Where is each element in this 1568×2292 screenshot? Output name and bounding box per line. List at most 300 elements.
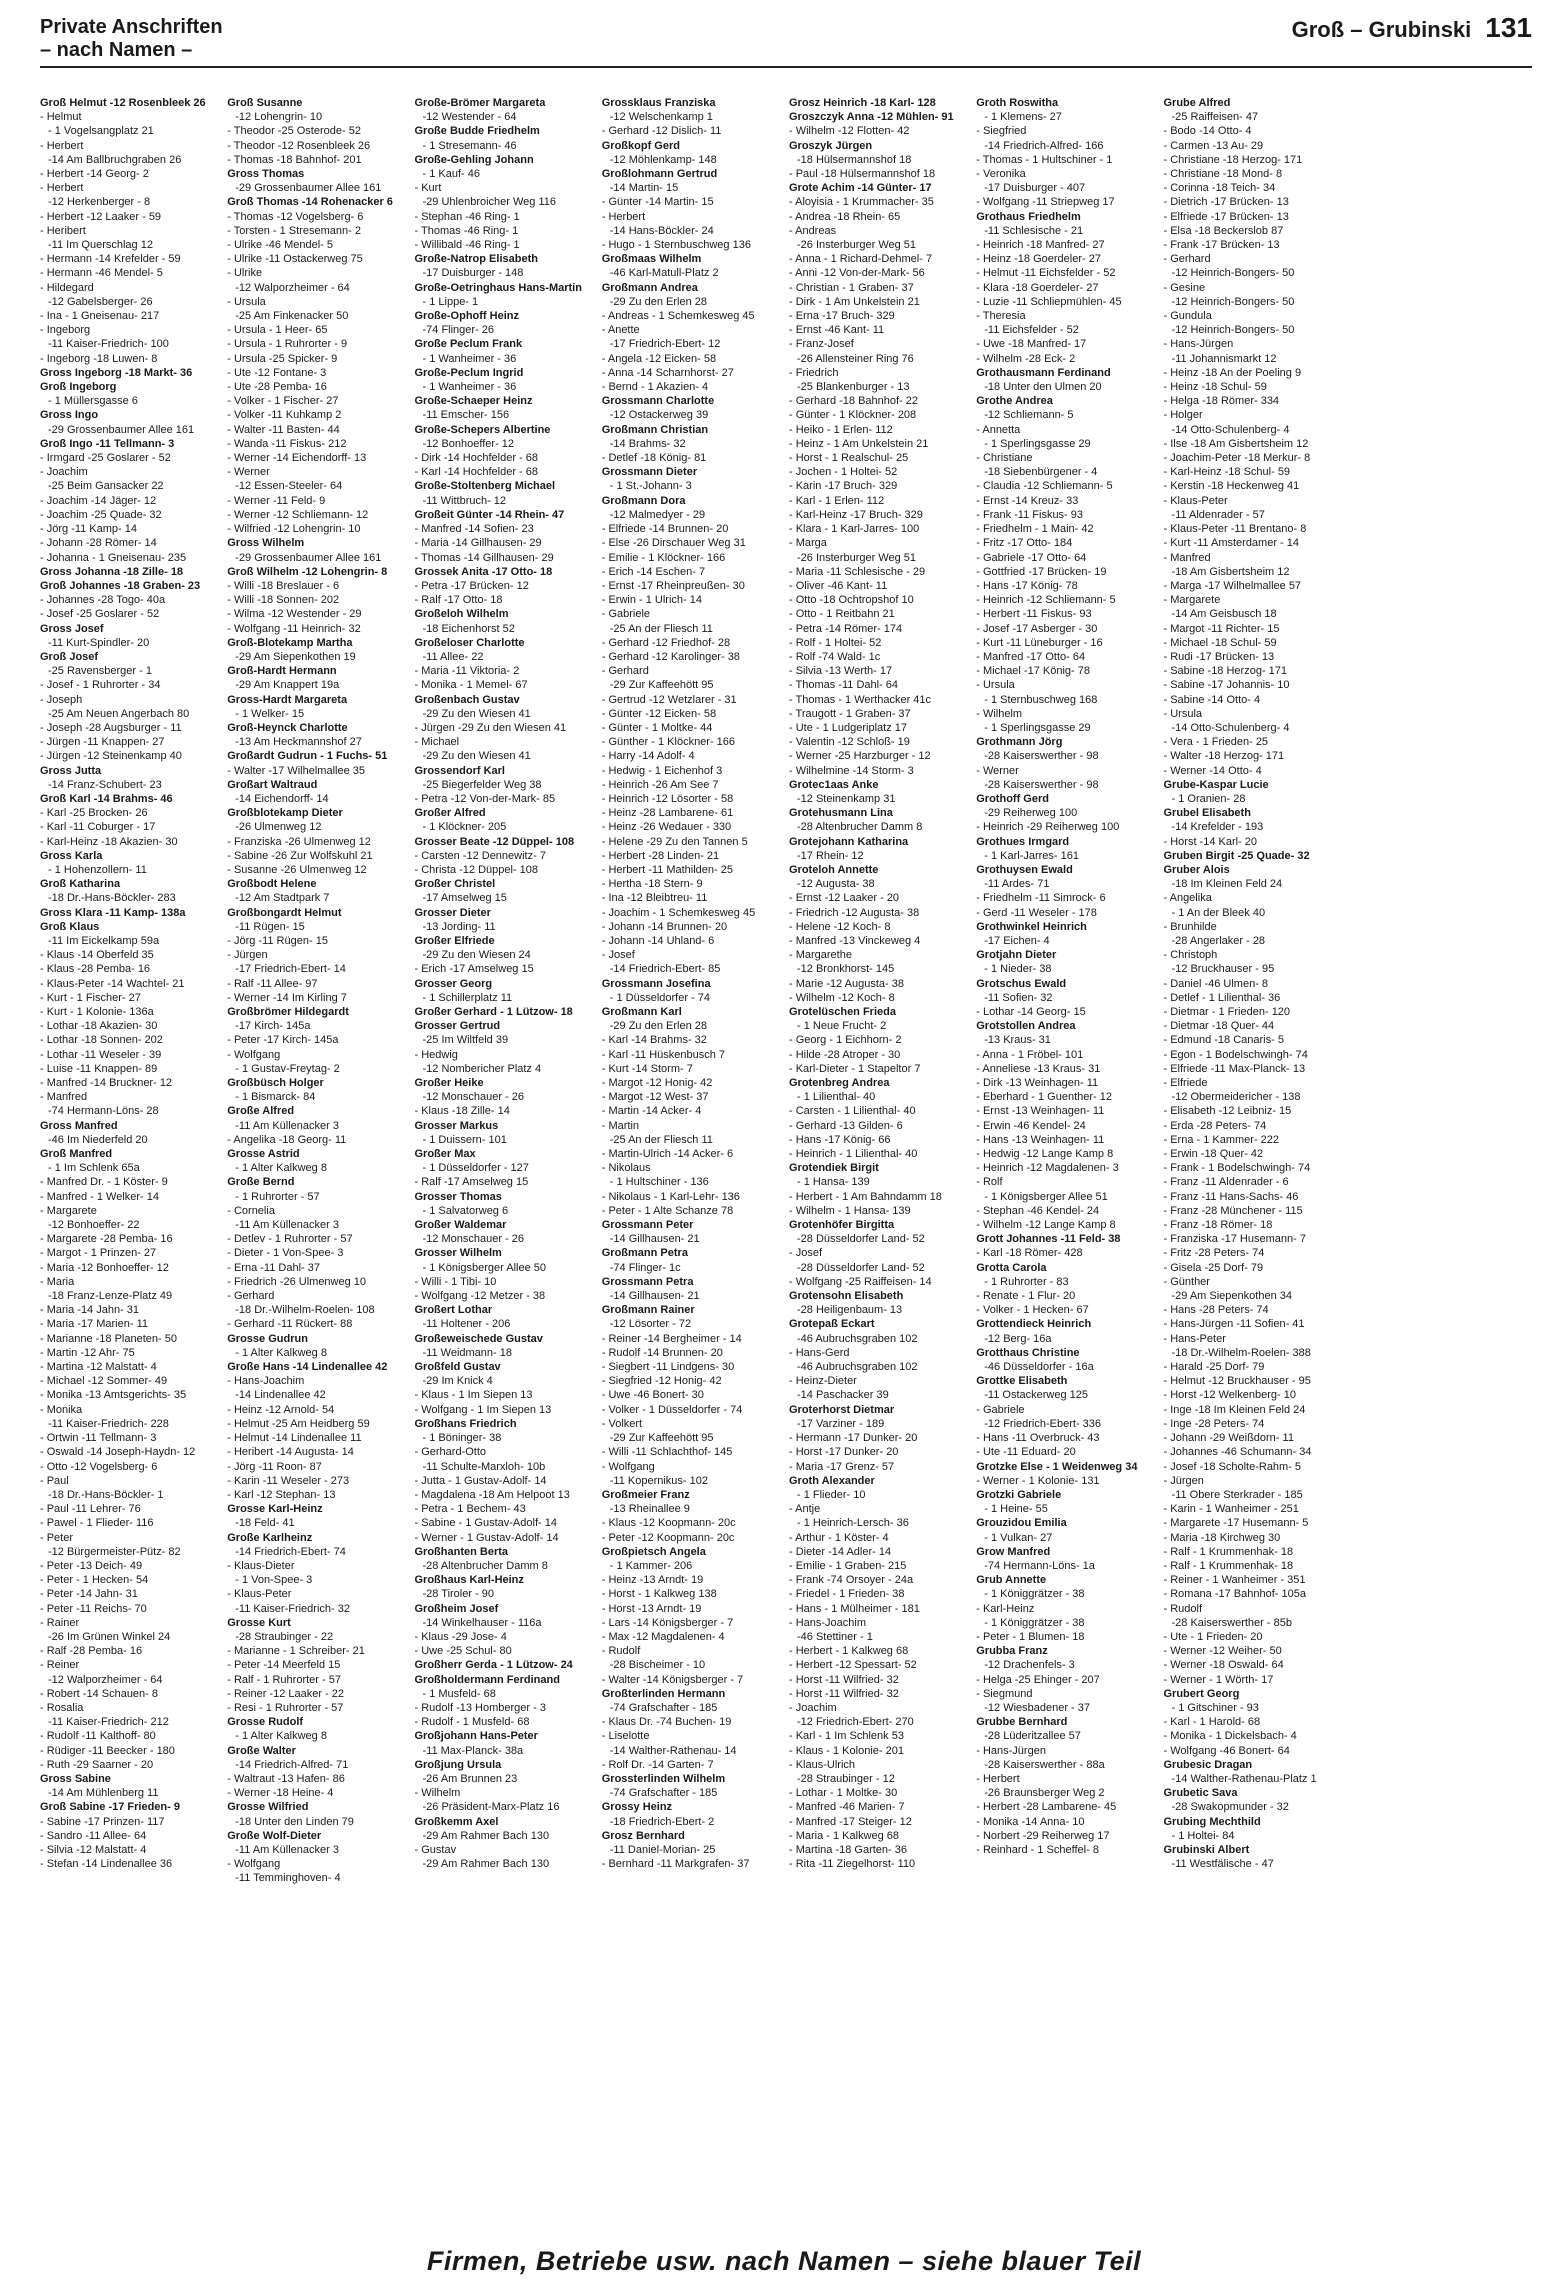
listing-line: - 1 Wanheimer - 36 — [422, 352, 517, 365]
surname-entry: Grotendiek Birgit — [789, 1162, 879, 1175]
surname-entry: Großart Waltraud — [227, 778, 318, 791]
surname-entry: Großheim Josef — [414, 1602, 499, 1615]
listing-line: - Thomas -11 Dahl- 64 — [789, 679, 899, 692]
surname-entry: Grothuysen Ewald — [976, 863, 1073, 876]
surname-entry: Gross-Hardt Margareta — [227, 693, 348, 706]
listing-line: - Christian - 1 Graben- 37 — [789, 281, 914, 294]
surname-entry: Großlohmann Gertrud — [601, 168, 718, 181]
listing-line: -18 Unter den Linden 79 — [235, 1815, 354, 1828]
listing-line: - Maria — [40, 1275, 75, 1288]
listing-line: - Carsten - 1 Lilienthal- 40 — [789, 1105, 916, 1118]
listing-line: - Rudolf - 1 Musfeld- 68 — [414, 1716, 530, 1729]
listing-line: -18 Im Kleinen Feld 24 — [1171, 878, 1283, 891]
listing-line: - Anna - 1 Richard-Dehmel- 7 — [789, 253, 933, 266]
listing-line: - Maria -17 Grenz- 57 — [789, 1460, 895, 1473]
listing-line: - Silvia -13 Werth- 17 — [789, 665, 893, 678]
listing-line: - Wolfgang - 1 Im Siepen 13 — [414, 1403, 552, 1416]
listing-line: - 1 Königgrätzer - 38 — [984, 1616, 1085, 1629]
listing-line: - Franz -11 Hans-Sachs- 46 — [1163, 1190, 1299, 1203]
listing-line: -29 Grossenbaumer Allee 161 — [48, 423, 195, 436]
listing-line: - Norbert -29 Reiherweg 17 — [976, 1829, 1110, 1842]
listing-line: -12 Bürgermeister-Pütz- 82 — [48, 1545, 181, 1558]
listing-line: -28 Düsseldorfer Land- 52 — [797, 1261, 925, 1274]
listing-line: - Sabine - 1 Gustav-Adolf- 14 — [414, 1517, 557, 1530]
listing-line: - Ulrike — [227, 267, 263, 280]
listing-line: - 1 Düsseldorfer - 127 — [422, 1162, 529, 1175]
listing-line: - Ursula - 1 Heer- 65 — [227, 324, 328, 337]
surname-entry: Grotta Carola — [976, 1261, 1047, 1274]
listing-line: - Michael -17 König- 78 — [976, 665, 1090, 678]
listing-line: -18 Dr.-Hans-Böckler- 1 — [48, 1488, 164, 1501]
listing-line: - Herbert — [40, 139, 84, 152]
surname-entry: Grow Manfred — [976, 1545, 1051, 1558]
listing-line: - Ursula - 1 Ruhrorter - 9 — [227, 338, 348, 351]
listing-line: - Josef - 1 Ruhrorter - 34 — [40, 679, 161, 692]
listing-line: - Johannes -46 Schumann- 34 — [1163, 1446, 1312, 1459]
listing-line: - Thomas -12 Vogelsberg- 6 — [227, 210, 364, 223]
listing-line: - Erna - 1 Kammer- 222 — [1163, 1133, 1280, 1146]
surname-entry: Große-Gehling Johann — [414, 153, 534, 166]
listing-line: - 1 Königgrätzer - 38 — [984, 1588, 1085, 1601]
listing-line: - Friedrich — [789, 366, 839, 379]
listing-line: - Willi - 1 Tibi- 10 — [414, 1275, 497, 1288]
listing-line: - Manfred -46 Marien- 7 — [789, 1801, 905, 1814]
listing-line: -74 Hermann-Löns- 1a — [984, 1559, 1095, 1572]
listing-line: -18 Siebenbürgener - 4 — [984, 466, 1098, 479]
surname-entry: Großholdermann Ferdinand — [414, 1673, 560, 1686]
listing-line: -29 Zur Kaffeehött 95 — [609, 679, 714, 692]
listing-line: - Martina -18 Garten- 36 — [789, 1843, 907, 1856]
listing-line: - Marga — [789, 537, 827, 550]
listing-line: - Martina -12 Malstatt- 4 — [40, 1361, 157, 1374]
listing-line: - Günter - 1 Klöckner- 208 — [789, 409, 917, 422]
surname-entry: Grotstollen Andrea — [976, 1020, 1076, 1033]
listing-line: - Peter -11 Reichs- 70 — [40, 1602, 147, 1615]
listing-line: - Gerhard-Otto — [414, 1446, 487, 1459]
listing-line: -12 Walporzheimer - 64 — [48, 1673, 163, 1686]
directory-column-6 — [976, 96, 1157, 2236]
listing-line: - Herbert -12 Spessart- 52 — [789, 1659, 917, 1672]
listing-line: - 1 Duissern- 101 — [422, 1133, 507, 1146]
listing-line: - Erwin -46 Kendel- 24 — [976, 1119, 1086, 1132]
listing-line: - Wilhelm - 1 Hansa- 139 — [789, 1204, 911, 1217]
listing-line: - Heinrich -12 Schliemann- 5 — [976, 594, 1116, 607]
listing-line: - Kurt - 1 Fischer- 27 — [40, 991, 141, 1004]
surname-entry: Großhans Friedrich — [414, 1417, 517, 1430]
listing-line: - Helmut -25 Am Heidberg 59 — [227, 1417, 370, 1430]
surname-entry: Grotzki Gabriele — [976, 1488, 1062, 1501]
listing-line: -11 Kaiser-Friedrich- 228 — [48, 1417, 169, 1430]
listing-line: - Jürgen — [1163, 1474, 1204, 1487]
surname-entry: Große-Brömer Margareta — [414, 97, 546, 109]
listing-line: - Johann -28 Römer- 14 — [40, 537, 157, 550]
listing-line: -11 Eichsfelder - 52 — [984, 324, 1079, 337]
listing-line: - Werner -14 Otto- 4 — [1163, 764, 1262, 777]
listing-line: -12 Am Stadtpark 7 — [235, 892, 330, 905]
listing-line: -29 Zur Kaffeehött 95 — [609, 1432, 714, 1445]
surname-entry: Großkopf Gerd — [601, 139, 680, 152]
listing-line: -12 Augusta- 38 — [797, 878, 875, 891]
listing-line: - Theodor -25 Osterode- 52 — [227, 125, 361, 138]
listing-line: - Hermann -46 Mendel- 5 — [40, 267, 163, 280]
listing-line: - Thomas -14 Gillhausen- 29 — [414, 551, 554, 564]
listing-line: - Ina - 1 Gneisenau- 217 — [40, 310, 160, 323]
listing-line: -29 Am Knappert 19a — [235, 679, 340, 692]
listing-line: - Karl -12 Stephan- 13 — [227, 1488, 336, 1501]
surname-entry: Grothausmann Ferdinand — [976, 366, 1111, 379]
surname-entry: Große-Ophoff Heinz — [414, 310, 519, 323]
surname-entry: Große Alfred — [227, 1105, 295, 1118]
listing-line: -12 Steinenkamp 31 — [797, 792, 896, 805]
listing-line: - Jörg -11 Roon- 87 — [227, 1460, 322, 1473]
surname-entry: Großert Lothar — [414, 1304, 493, 1317]
surname-entry: Gross Jutta — [40, 764, 102, 777]
listing-line: - Ralf -11 Allee- 97 — [227, 977, 318, 990]
surname-entry: Grothaus Friedhelm — [976, 210, 1081, 223]
listing-line: - Ute - 1 Frieden- 20 — [1163, 1630, 1263, 1643]
listing-line: - Karl-Heinz — [976, 1602, 1035, 1615]
surname-entry: Großenbach Gustav — [414, 693, 520, 706]
directory-column-7 — [1164, 96, 1345, 2236]
listing-line: - Arthur - 1 Köster- 4 — [789, 1531, 889, 1544]
listing-line: - Detlef -18 König- 81 — [601, 452, 707, 465]
listing-line: - Horst - 1 Realschul- 25 — [789, 452, 909, 465]
directory-columns — [40, 96, 1532, 2236]
listing-line: -29 Reiherweg 100 — [984, 807, 1078, 820]
listing-line: - Martin -14 Acker- 4 — [601, 1105, 702, 1118]
surname-entry: Groß Klaus — [40, 920, 100, 933]
listing-line: - Hans-Jürgen — [1163, 338, 1234, 351]
listing-line: - 1 Vogelsangplatz 21 — [48, 125, 154, 138]
surname-entry: Große-Peclum Ingrid — [414, 366, 524, 379]
listing-line: -18 Am Gisbertsheim 12 — [1171, 565, 1290, 578]
listing-line: -46 Aubruchsgraben 102 — [797, 1332, 918, 1345]
listing-line: - Hertha -18 Stern- 9 — [601, 878, 703, 891]
listing-line: -11 Obere Sterkrader - 185 — [1171, 1488, 1303, 1501]
listing-line: - Peter - 1 Alte Schanze 78 — [601, 1204, 734, 1217]
listing-line: - 1 Ruhrorter - 57 — [235, 1190, 320, 1203]
listing-line: - Monika -14 Anna- 10 — [976, 1815, 1085, 1828]
surname-entry: Grothmann Jörg — [976, 736, 1063, 749]
listing-line: - Hans -17 König- 78 — [976, 579, 1078, 592]
listing-line: - Inge -18 Im Kleinen Feld 24 — [1163, 1403, 1306, 1416]
listing-line: - Friedhelm -11 Simrock- 6 — [976, 892, 1106, 905]
listing-line: - Peter - 1 Blumen- 18 — [976, 1630, 1085, 1643]
listing-line: -12 Lohengrin- 10 — [235, 111, 323, 124]
listing-line: - Manfred -13 Vinckeweg 4 — [789, 934, 921, 947]
listing-line: - Horst -17 Dunker- 20 — [789, 1446, 899, 1459]
surname-entry: Grosser Markus — [414, 1119, 499, 1132]
surname-entry: Großer Alfred — [414, 807, 486, 820]
listing-line: - Klaus - 1 Kolonie- 201 — [789, 1744, 904, 1757]
surname-entry: Große Budde Friedhelm — [414, 125, 540, 138]
listing-line: - 1 Neue Frucht- 2 — [797, 1020, 887, 1033]
listing-line: - Wolfgang — [601, 1460, 655, 1473]
surname-entry: Große Karlheinz — [227, 1531, 313, 1544]
listing-line: - Ursula — [1163, 707, 1203, 720]
surname-entry: Grosz Heinrich -18 Karl- 128 — [789, 97, 936, 109]
listing-line: - 1 Müllersgasse 6 — [48, 395, 138, 408]
surname-entry: Großterlinden Hermann — [601, 1687, 726, 1700]
surname-entry: Grothwinkel Heinrich — [976, 920, 1087, 933]
listing-line: - 1 Von-Spee- 3 — [235, 1574, 313, 1587]
listing-line: - Wilhelm — [976, 707, 1023, 720]
listing-line: - Reiner — [40, 1659, 80, 1672]
listing-line: - Elfriede — [1163, 1077, 1208, 1090]
surname-entry: Große Wolf-Dieter — [227, 1829, 322, 1842]
surname-entry: Großhanten Berta — [414, 1545, 509, 1558]
listing-line: - Joachim -25 Quade- 32 — [40, 508, 162, 521]
surname-entry: Gross Klara -11 Kamp- 138a — [40, 906, 186, 919]
listing-line: - Franz-Josef — [789, 338, 854, 351]
surname-entry: Große-Schepers Albertine — [414, 423, 551, 436]
listing-line: -18 Franz-Lenze-Platz 49 — [48, 1290, 173, 1303]
listing-line: - Rüdiger -11 Beecker - 180 — [40, 1744, 175, 1757]
listing-line: - Frank - 1 Bodelschwingh- 74 — [1163, 1162, 1311, 1175]
listing-line: - Dietrich -17 Brücken- 13 — [1163, 196, 1289, 209]
surname-entry: Großmaas Wilhelm — [601, 253, 702, 266]
listing-line: - Ernst -46 Kant- 11 — [789, 324, 885, 337]
listing-line: -25 Biegerfelder Weg 38 — [422, 778, 542, 791]
listing-line: - Petra -14 Römer- 174 — [789, 622, 903, 635]
listing-line: - Manfred - 1 Welker- 14 — [40, 1190, 160, 1203]
surname-entry: Großer Max — [414, 1148, 476, 1161]
surname-entry: Grothues Irmgard — [976, 835, 1070, 848]
listing-line: - Fritz -28 Peters- 74 — [1163, 1247, 1265, 1260]
listing-line: - Magdalena -18 Am Helpoot 13 — [414, 1488, 570, 1501]
listing-line: - Stefan -14 Lindenallee 36 — [40, 1858, 173, 1871]
listing-line: - Günter - 1 Moltke- 44 — [601, 721, 713, 734]
listing-line: - Horst - 1 Kalkweg 138 — [601, 1588, 717, 1601]
listing-line: - Monika - 1 Memel- 67 — [414, 679, 528, 692]
listing-line: - Ute -11 Eduard- 20 — [976, 1446, 1076, 1459]
section-title-line1: Private Anschriften — [40, 16, 223, 38]
listing-line: - Herbert - 1 Kalkweg 68 — [789, 1645, 909, 1658]
listing-line: - Ernst -14 Kreuz- 33 — [976, 494, 1079, 507]
listing-line: - Manfred -17 Steiger- 12 — [789, 1815, 912, 1828]
listing-line: -18 Hülsermannshof 18 — [797, 153, 912, 166]
listing-line: - Elisabeth -12 Leibniz- 15 — [1163, 1105, 1292, 1118]
listing-line: - Klaus -28 Pemba- 16 — [40, 963, 151, 976]
listing-line: -28 Angerlaker - 28 — [1171, 934, 1266, 947]
listing-line: - Rudolf -13 Homberger - 3 — [414, 1701, 546, 1714]
listing-line: -12 Heinrich-Bongers- 50 — [1171, 324, 1295, 337]
listing-line: -14 Friedrich-Alfred- 71 — [235, 1758, 349, 1771]
listing-line: - Margarete -28 Pemba- 16 — [40, 1233, 173, 1246]
listing-line: -11 Allee- 22 — [422, 650, 484, 663]
listing-line: - Paul -18 Hülsermannshof 18 — [789, 168, 936, 181]
listing-line: - Gerhard -12 Karolinger- 38 — [601, 650, 740, 663]
listing-line: -11 Aldenrader - 57 — [1171, 508, 1265, 521]
listing-line: - Carsten -12 Dennewitz- 7 — [414, 849, 546, 862]
listing-line: - Ute - 1 Ludgeriplatz 17 — [789, 721, 908, 734]
listing-line: - Maria -11 Schlesische - 29 — [789, 565, 926, 578]
listing-line: - Klaus-Peter -11 Brentano- 8 — [1163, 523, 1307, 536]
surname-entry: Großmann Christian — [601, 423, 709, 436]
listing-line: - Antje — [789, 1503, 821, 1516]
listing-line: -74 Grafschafter - 185 — [609, 1701, 718, 1714]
listing-line: - Manfred — [1163, 551, 1211, 564]
listing-line: - Pawel - 1 Flieder- 116 — [40, 1517, 154, 1530]
listing-line: - Ina -12 Bleibtreu- 11 — [601, 892, 708, 905]
surname-entry: Großmann Rainer — [601, 1304, 695, 1317]
listing-line: - Joseph -28 Augsburger - 11 — [40, 721, 182, 734]
listing-line: - Hedwig -12 Lange Kamp 8 — [976, 1148, 1114, 1161]
surname-entry: Gross Ingeborg -18 Markt- 36 — [40, 366, 193, 379]
surname-entry: Große-Oetringhaus Hans-Martin — [414, 281, 582, 294]
listing-line: - Herbert -14 Georg- 2 — [40, 168, 149, 181]
listing-line: -26 Insterburger Weg 51 — [797, 239, 917, 252]
listing-line: -12 Monschauer - 26 — [422, 1233, 524, 1246]
listing-line: - Wilhelm — [414, 1787, 461, 1800]
listing-line: - 1 Hansa- 139 — [797, 1176, 870, 1189]
listing-line: - Nikolaus — [601, 1162, 651, 1175]
listing-line: -14 Friedrich-Ebert- 85 — [609, 963, 721, 976]
listing-line: - 1 Holtei- 84 — [1171, 1829, 1235, 1842]
listing-line: - Valentin -12 Schloß- 19 — [789, 736, 910, 749]
listing-line: - Helene -29 Zu den Tannen 5 — [601, 835, 748, 848]
listing-line: - Erna -11 Dahl- 37 — [227, 1261, 320, 1274]
listing-line: - 1 Kauf- 46 — [422, 168, 480, 181]
page-header-right — [1292, 12, 1532, 44]
surname-entry: Groß Johannes -18 Graben- 23 — [40, 579, 201, 592]
listing-line: - Herbert -28 Linden- 21 — [601, 849, 720, 862]
listing-line: - Wolfgang — [227, 1048, 281, 1061]
listing-line: - Siegbert -11 Lindgens- 30 — [601, 1361, 735, 1374]
listing-line: -46 Im Niederfeld 20 — [48, 1133, 148, 1146]
listing-line: - Karl - 1 Im Schlenk 53 — [789, 1730, 904, 1743]
listing-line: - Erda -28 Peters- 74 — [1163, 1119, 1267, 1132]
listing-line: -18 Friedrich-Ebert- 2 — [609, 1815, 715, 1828]
listing-line: - Günther - 1 Klöckner- 166 — [601, 736, 736, 749]
surname-entry: Grottendieck Heinrich — [976, 1318, 1092, 1331]
listing-line: - Wolfgang -12 Metzer - 38 — [414, 1290, 546, 1303]
listing-line: - Otto - 1 Reitbahn 21 — [789, 608, 895, 621]
listing-line: - Petra - 1 Bechem- 43 — [414, 1503, 526, 1516]
listing-line: -29 Am Rahmer Bach 130 — [422, 1858, 550, 1871]
surname-entry: Grosse Kurt — [227, 1616, 291, 1629]
listing-line: - Kurt — [414, 182, 442, 195]
listing-line: - Friedhelm - 1 Main- 42 — [976, 523, 1094, 536]
listing-line: -11 Kaiser-Friedrich- 32 — [235, 1602, 350, 1615]
listing-line: - Frank -74 Orsoyer - 24a — [789, 1574, 914, 1587]
surname-entry: Großardt Gudrun - 1 Fuchs- 51 — [227, 750, 388, 763]
listing-line: - Heinz-Dieter — [789, 1375, 857, 1388]
listing-line: - Herbert -11 Mathilden- 25 — [601, 863, 733, 876]
listing-line: - Martin-Ulrich -14 Acker- 6 — [601, 1148, 734, 1161]
listing-line: - Klaus-Peter — [227, 1588, 292, 1601]
listing-line: - Jörg -11 Kamp- 14 — [40, 523, 138, 536]
listing-line: - 1 Alter Kalkweg 8 — [235, 1162, 327, 1175]
listing-line: - Erwin - 1 Ulrich- 14 — [601, 594, 702, 607]
listing-line: - Inge -28 Peters- 74 — [1163, 1417, 1265, 1430]
surname-entry: Grossek Anita -17 Otto- 18 — [414, 565, 553, 578]
surname-entry: Grotensohn Elisabeth — [789, 1290, 904, 1303]
listing-line: -28 Kaiserswerther - 85b — [1171, 1616, 1292, 1629]
listing-line: -17 Rhein- 12 — [797, 849, 864, 862]
surname-entry: Große-Schaeper Heinz — [414, 395, 533, 408]
listing-line: - 1 Lilienthal- 40 — [797, 1091, 876, 1104]
listing-line: - Maria -14 Jahn- 31 — [40, 1304, 140, 1317]
listing-line: - Luzie -11 Schliepmühlen- 45 — [976, 295, 1122, 308]
listing-line: - Maria -11 Viktoria- 2 — [414, 665, 520, 678]
listing-line: - Michael -18 Schul- 59 — [1163, 636, 1277, 649]
listing-line: - Harry -14 Adolf- 4 — [601, 750, 695, 763]
listing-line: - Karin - 1 Wanheimer - 251 — [1163, 1503, 1299, 1516]
surname-entry: Großjohann Hans-Peter — [414, 1730, 538, 1743]
listing-line: - Ralf - 1 Ruhrorter - 57 — [227, 1673, 341, 1686]
listing-line: - Ursula — [227, 295, 266, 308]
listing-line: - Detlev - 1 Ruhrorter - 57 — [227, 1233, 353, 1246]
surname-entry: Großer Heike — [414, 1077, 484, 1090]
listing-line: - Ernst -12 Laaker - 20 — [789, 892, 900, 905]
section-title-line2: – nach Namen – — [40, 39, 193, 61]
listing-line: - Herbert -11 Fiskus- 93 — [976, 608, 1092, 621]
listing-line: - Angela -12 Eicken- 58 — [601, 352, 717, 365]
listing-line: - Hedwig — [414, 1048, 458, 1061]
listing-line: - Werner -18 Oswald- 64 — [1163, 1659, 1284, 1672]
surname-entry: Grube-Kaspar Lucie — [1163, 778, 1269, 791]
listing-line: - Frank -17 Brücken- 13 — [1163, 239, 1280, 252]
listing-line: - Rudolf -14 Brunnen- 20 — [601, 1346, 723, 1359]
listing-line: - Ursula — [976, 679, 1015, 692]
listing-line: - Angelika — [1163, 892, 1212, 905]
listing-line: -11 Daniel-Morian- 25 — [609, 1843, 716, 1856]
listing-line: - Heinz -28 Lambarene- 61 — [601, 807, 734, 820]
listing-line: - Rainer — [40, 1616, 80, 1629]
listing-line: - Manfred -17 Otto- 64 — [976, 650, 1086, 663]
surname-entry: Großmann Dora — [601, 494, 686, 507]
listing-line: -25 Raiffeisen- 47 — [1171, 111, 1259, 124]
listing-line: -12 Obermeidericher - 138 — [1171, 1091, 1301, 1104]
listing-line: -26 Allensteiner Ring 76 — [797, 352, 914, 365]
listing-line: -74 Grafschafter - 185 — [609, 1787, 718, 1800]
surname-entry: Große Peclum Frank — [414, 338, 523, 351]
surname-entry: Grotelüschen Frieda — [789, 1006, 896, 1018]
listing-line: - Uwe -18 Manfred- 17 — [976, 338, 1087, 351]
listing-line: - Heinz -18 Schul- 59 — [1163, 381, 1267, 394]
listing-line: - 1 Alter Kalkweg 8 — [235, 1346, 327, 1359]
surname-entry: Groß Katharina — [40, 878, 121, 891]
listing-line: - Werner -14 Eichendorff- 13 — [227, 452, 367, 465]
listing-line: - Horst -11 Wilfried- 32 — [789, 1687, 899, 1700]
listing-line: - Siegfried — [976, 125, 1027, 138]
directory-column-1 — [40, 96, 221, 2236]
listing-line: -11 Johannismarkt 12 — [1171, 352, 1277, 365]
surname-entry: Grotec1aas Anke — [789, 778, 879, 791]
listing-line: -29 Am Rahmer Bach 130 — [422, 1829, 550, 1842]
listing-line: - Friedrich -26 Ulmenweg 10 — [227, 1275, 367, 1288]
listing-line: - 1 Schillerplatz 11 — [422, 991, 513, 1004]
listing-line: - Peter - 1 Hecken- 54 — [40, 1574, 149, 1587]
listing-line: - Karl - 1 Harold- 68 — [1163, 1716, 1261, 1729]
surname-entry: Große-Stoltenberg Michael — [414, 480, 556, 493]
listing-line: -14 Hans-Böckler- 24 — [609, 224, 714, 237]
listing-line: -25 Ravensberger - 1 — [48, 665, 152, 678]
listing-line: - Werner -18 Heine- 4 — [227, 1787, 334, 1800]
listing-line: - Rudi -17 Brücken- 13 — [1163, 650, 1275, 663]
listing-line: - Bernd - 1 Akazien- 4 — [601, 381, 709, 394]
listing-line: -28 Kaiserswerther - 98 — [984, 778, 1099, 791]
listing-line: - Reiner -12 Laaker - 22 — [227, 1687, 345, 1700]
listing-line: - Peter -14 Jahn- 31 — [40, 1588, 138, 1601]
listing-line: -11 Im Eickelkamp 59a — [48, 934, 160, 947]
header-rule — [40, 66, 1532, 68]
surname-entry: Grotschus Ewald — [976, 977, 1067, 990]
listing-line: - Wilhelm -12 Lange Kamp 8 — [976, 1219, 1116, 1232]
listing-line: - Klaus -12 Koopmann- 20c — [601, 1517, 736, 1530]
listing-line: - Wolfgang -46 Bonert- 64 — [1163, 1744, 1290, 1757]
